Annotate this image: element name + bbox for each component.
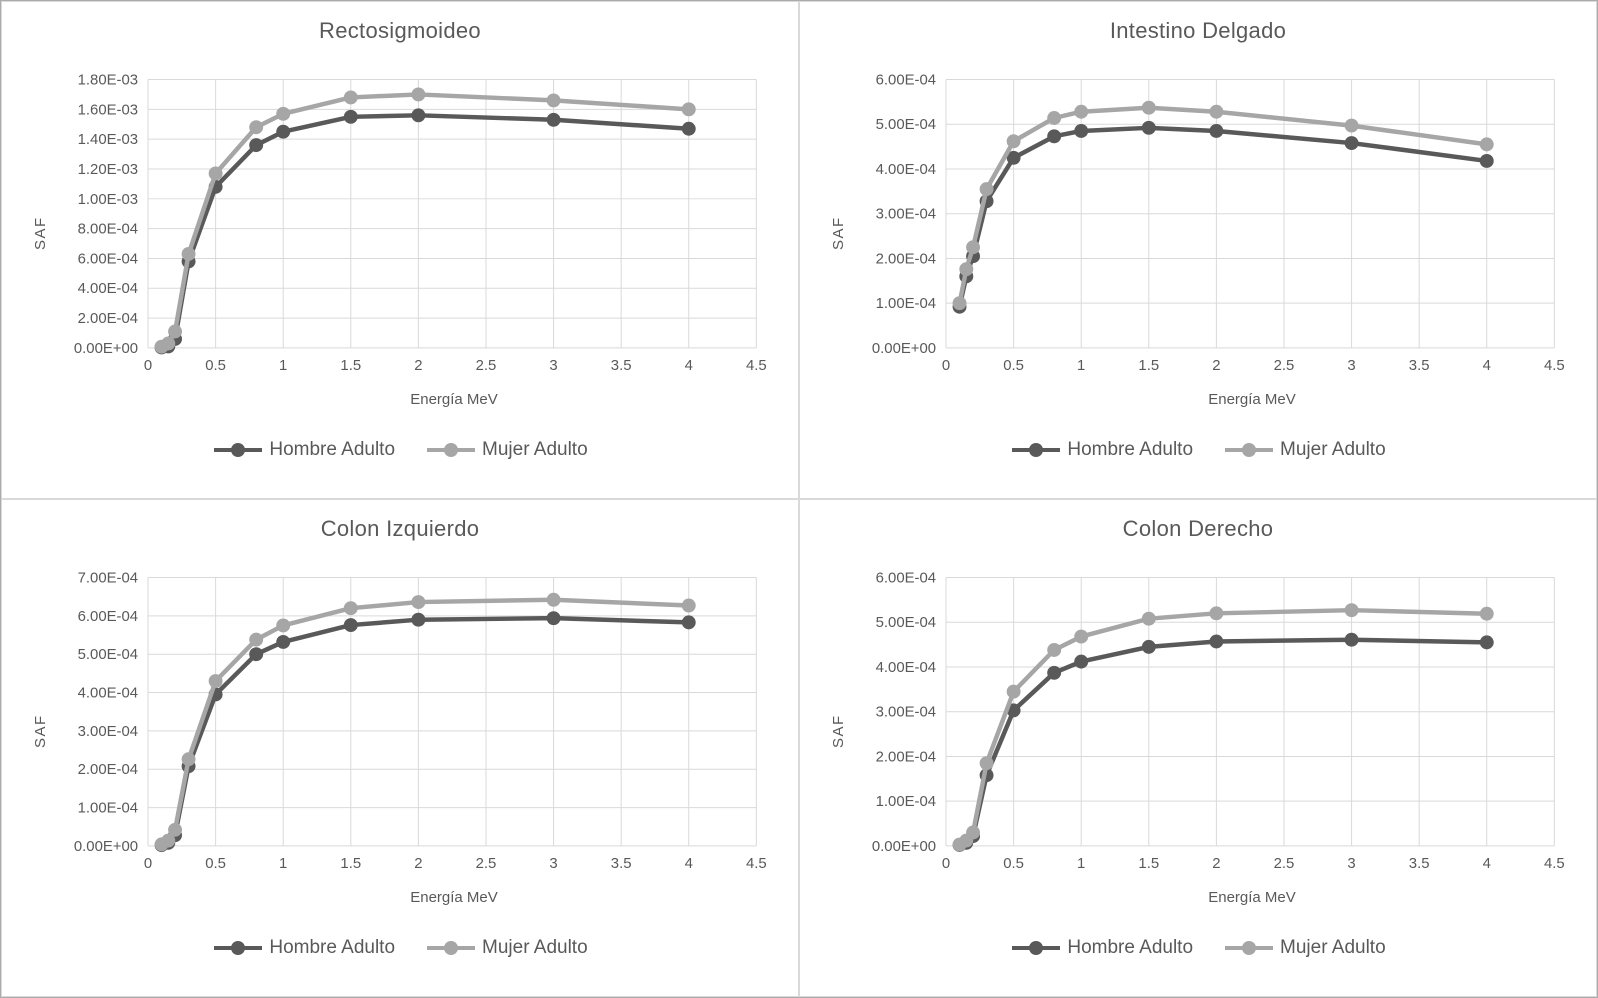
svg-text:0.5: 0.5	[205, 855, 226, 872]
svg-text:3.5: 3.5	[1408, 855, 1430, 872]
legend-item-hombre-adulto	[212, 937, 395, 959]
svg-text:8.00E-04: 8.00E-04	[77, 221, 139, 238]
svg-text:1: 1	[1077, 357, 1086, 374]
legend-label: Hombre Adulto	[269, 439, 396, 460]
chart-legend	[800, 439, 1596, 461]
svg-text:3: 3	[549, 855, 558, 872]
y-axis-title: SAF	[32, 216, 49, 250]
svg-text:3: 3	[1347, 357, 1356, 374]
chart-title: Intestino Delgado	[1109, 18, 1287, 43]
chart-legend	[2, 439, 798, 461]
svg-text:1: 1	[1077, 855, 1086, 872]
svg-text:2.00E-04: 2.00E-04	[875, 251, 937, 268]
chart-title: Rectosigmoideo	[319, 18, 481, 43]
legend-item-mujer-adulto	[1223, 439, 1386, 461]
x-axis-title: Energía MeV	[410, 889, 498, 906]
legend-label: Mujer Adulto	[482, 937, 588, 958]
legend-label: Mujer Adulto	[482, 439, 588, 460]
svg-text:0: 0	[941, 357, 951, 374]
svg-text:1: 1	[279, 357, 288, 374]
svg-text:1.00E-04: 1.00E-04	[875, 794, 937, 811]
mujer-adulto-marker-icon	[425, 940, 477, 956]
chart-panel-intestino-delgado	[799, 1, 1597, 499]
chart-legend	[800, 937, 1596, 959]
svg-text:6.00E-04: 6.00E-04	[875, 72, 937, 89]
svg-text:1.20E-03: 1.20E-03	[77, 161, 139, 178]
chart-panel-rectosigmoideo	[1, 1, 799, 499]
svg-text:1: 1	[279, 855, 288, 872]
legend-label: Mujer Adulto	[1280, 439, 1386, 460]
svg-text:4.00E-04: 4.00E-04	[875, 659, 937, 676]
svg-text:3: 3	[1347, 855, 1356, 872]
svg-text:3: 3	[549, 357, 558, 374]
svg-text:4.5: 4.5	[1543, 357, 1565, 374]
svg-text:2: 2	[414, 855, 423, 872]
legend-label: Hombre Adulto	[1067, 937, 1194, 958]
svg-text:4: 4	[1482, 357, 1491, 374]
svg-text:0.00E+00: 0.00E+00	[73, 340, 139, 357]
svg-text:6.00E-04: 6.00E-04	[77, 608, 139, 625]
svg-text:0.5: 0.5	[205, 357, 226, 374]
chart-title: Colon Izquierdo	[320, 516, 480, 541]
svg-text:1.5: 1.5	[1138, 855, 1160, 872]
svg-text:3.00E-04: 3.00E-04	[77, 723, 139, 740]
svg-text:4: 4	[684, 357, 693, 374]
svg-text:6.00E-04: 6.00E-04	[77, 251, 139, 268]
svg-text:3.00E-04: 3.00E-04	[875, 704, 937, 721]
svg-text:1.5: 1.5	[1138, 357, 1160, 374]
svg-text:1.5: 1.5	[340, 357, 362, 374]
svg-text:2.5: 2.5	[475, 855, 497, 872]
svg-text:1.60E-03: 1.60E-03	[77, 102, 139, 119]
svg-text:2.00E-04: 2.00E-04	[77, 762, 139, 779]
svg-text:3.5: 3.5	[1408, 357, 1430, 374]
colon-izquierdo-plot-area	[2, 500, 798, 996]
x-axis-title: Energía MeV	[1208, 391, 1296, 408]
legend-item-mujer-adulto	[1223, 937, 1386, 959]
svg-text:4.00E-04: 4.00E-04	[77, 685, 139, 702]
svg-text:4: 4	[1482, 855, 1491, 872]
svg-text:4: 4	[684, 855, 693, 872]
legend-item-mujer-adulto	[425, 937, 588, 959]
svg-text:5.00E-04: 5.00E-04	[77, 647, 139, 664]
y-axis-title: SAF	[32, 714, 49, 748]
legend-label: Hombre Adulto	[269, 937, 396, 958]
svg-text:2.00E-04: 2.00E-04	[77, 311, 139, 328]
chart-panel-colon-derecho	[799, 499, 1597, 997]
svg-text:3.00E-04: 3.00E-04	[875, 206, 937, 223]
colon-derecho-plot-area	[800, 500, 1596, 996]
legend-item-hombre-adulto	[1010, 439, 1193, 461]
svg-text:1.40E-03: 1.40E-03	[77, 132, 139, 149]
svg-text:3.5: 3.5	[610, 855, 632, 872]
svg-text:2.5: 2.5	[1273, 357, 1295, 374]
x-axis-title: Energía MeV	[410, 391, 498, 408]
mujer-adulto-marker-icon	[1223, 940, 1275, 956]
intestino-delgado-plot-area	[800, 2, 1596, 498]
hombre-adulto-marker-icon	[212, 442, 264, 458]
svg-text:5.00E-04: 5.00E-04	[875, 615, 937, 632]
svg-text:4.5: 4.5	[745, 855, 767, 872]
svg-text:0: 0	[143, 357, 153, 374]
svg-text:5.00E-04: 5.00E-04	[875, 117, 937, 134]
svg-text:4.00E-04: 4.00E-04	[875, 161, 937, 178]
svg-text:2: 2	[414, 357, 423, 374]
rectosigmoideo-plot-area	[2, 2, 798, 498]
svg-text:1.00E-04: 1.00E-04	[875, 296, 937, 313]
svg-text:0.5: 0.5	[1003, 855, 1024, 872]
svg-text:4.00E-04: 4.00E-04	[77, 281, 139, 298]
y-axis-title: SAF	[830, 216, 847, 250]
chart-title: Colon Derecho	[1122, 516, 1274, 541]
svg-text:0.00E+00: 0.00E+00	[871, 838, 937, 855]
mujer-adulto-marker-icon	[1223, 442, 1275, 458]
x-axis-title: Energía MeV	[1208, 889, 1296, 906]
legend-label: Mujer Adulto	[1280, 937, 1386, 958]
hombre-adulto-marker-icon	[1010, 940, 1062, 956]
svg-text:1.5: 1.5	[340, 855, 362, 872]
y-axis-title: SAF	[830, 714, 847, 748]
svg-text:1.80E-03: 1.80E-03	[77, 72, 139, 89]
mujer-adulto-marker-icon	[425, 442, 477, 458]
svg-text:0: 0	[941, 855, 951, 872]
legend-item-hombre-adulto	[212, 439, 395, 461]
legend-label: Hombre Adulto	[1067, 439, 1194, 460]
svg-text:2.00E-04: 2.00E-04	[875, 749, 937, 766]
svg-text:0.5: 0.5	[1003, 357, 1024, 374]
svg-text:7.00E-04: 7.00E-04	[77, 570, 139, 587]
hombre-adulto-marker-icon	[212, 940, 264, 956]
svg-text:2: 2	[1212, 357, 1221, 374]
svg-text:3.5: 3.5	[610, 357, 632, 374]
svg-text:0.00E+00: 0.00E+00	[73, 838, 139, 855]
legend-item-hombre-adulto	[1010, 937, 1193, 959]
hombre-adulto-marker-icon	[1010, 442, 1062, 458]
svg-text:0.00E+00: 0.00E+00	[871, 340, 937, 357]
chart-panel-colon-izquierdo	[1, 499, 799, 997]
svg-text:0: 0	[143, 855, 153, 872]
chart-legend	[2, 937, 798, 959]
legend-item-mujer-adulto	[425, 439, 588, 461]
svg-text:6.00E-04: 6.00E-04	[875, 570, 937, 587]
svg-text:4.5: 4.5	[1543, 855, 1565, 872]
svg-text:4.5: 4.5	[745, 357, 767, 374]
svg-text:1.00E-03: 1.00E-03	[77, 191, 139, 208]
svg-text:2.5: 2.5	[1273, 855, 1295, 872]
svg-text:2.5: 2.5	[475, 357, 497, 374]
svg-text:1.00E-04: 1.00E-04	[77, 800, 139, 817]
svg-text:2: 2	[1212, 855, 1221, 872]
